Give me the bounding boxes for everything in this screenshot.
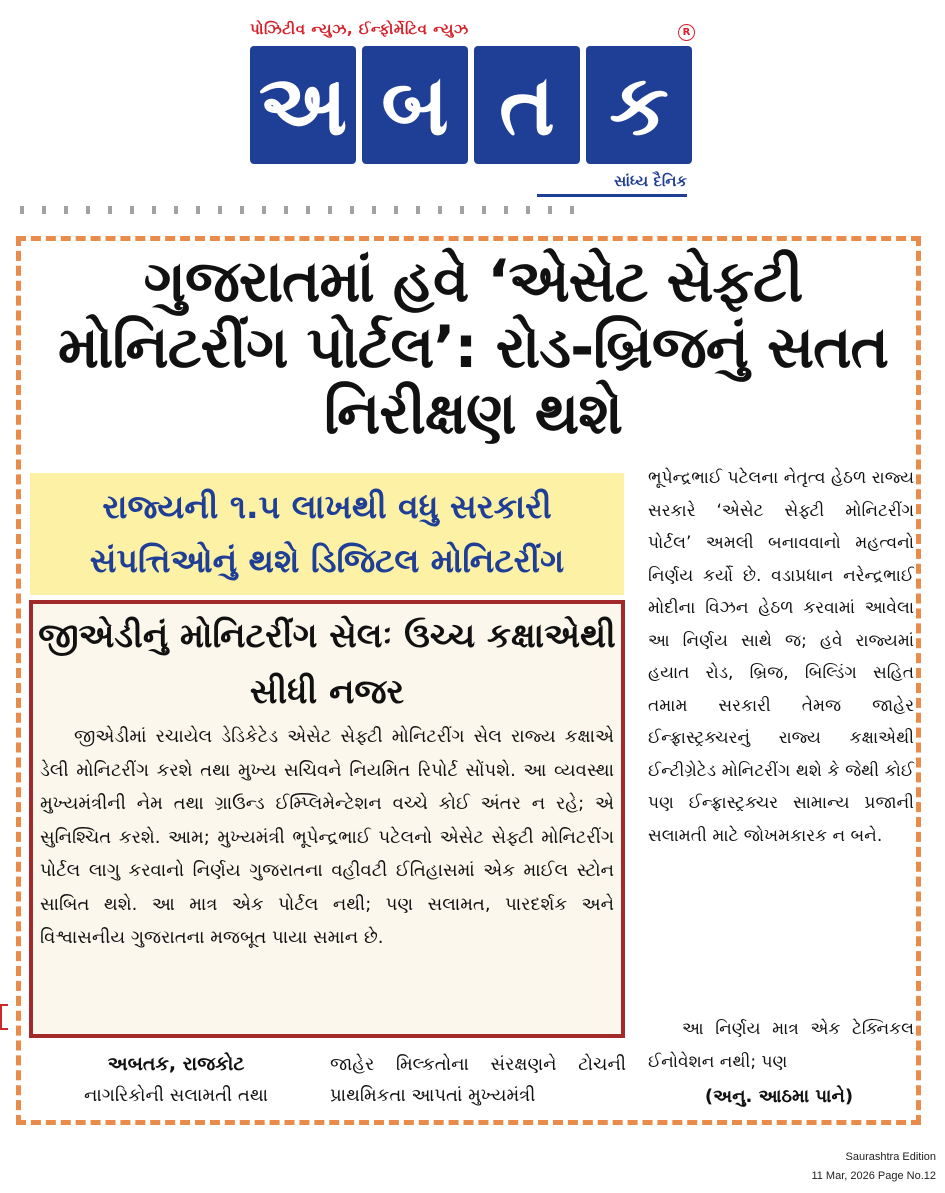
page-edge-mark [0, 1004, 8, 1030]
newspaper-logo[interactable] [250, 46, 692, 164]
cropped-text-strip [20, 206, 590, 214]
logo-letter-4: ક [586, 46, 692, 164]
article-dateline-block [36, 1049, 316, 1111]
logo-letter-2: બ [362, 46, 468, 164]
masthead-tagline: પોઝિટીવ ન્યુઝ, ઈન્ફોર્મેટિવ ન્યુઝ [250, 20, 469, 38]
highlight-box-title: જીએડીનું મોનિટરીંગ સેલઃ ઉચ્ચ કક્ષાએથી સીધી નજર [38, 616, 616, 712]
edition-name: Saurashtra Edition [845, 1151, 936, 1163]
registered-trademark-icon: R [678, 24, 695, 41]
masthead [0, 0, 945, 215]
edition-footer [736, 1148, 936, 1186]
article-right-column-continued: આ નિર્ણય માત્ર એક ટેક્નિકલ ઈનોવેશન નથી; પણ [648, 1019, 914, 1072]
edition-underline [537, 194, 687, 197]
article-lead-middle: જાહેર મિલ્કતોના સંરક્ષણને ટોચની પ્રાથમિકતા આપતાં મુખ્યમંત્રી [330, 1054, 626, 1106]
logo-letter-3: ત [474, 46, 580, 164]
edition-label: સાંધ્ય દૈનિક [614, 172, 687, 190]
logo-letter-1: અ [250, 46, 356, 164]
highlight-box-body: જીએડીમાં રચાયેલ ડેડિકેટેડ એસેટ સેફ્ટી મોનિટરીંગ સેલ રાજ્ય કક્ષાએ ડેલી મોનિટરીંગ કરશે તથા મુખ્ય સચિવને નિયમિત રિપોર્ટ સોંપશે. આ વ્યવસ્થા મુખ્યમંત્રીની નેમ તથા ગ્રાઉન્ડ ઈમ્પ્લિમેન્ટેશન વચ્ચે કોઈ અંતર ન રહે; એ સુનિશ્ચિત કરશે. આમ; મુખ્યમંત્રી ભૂપેન્દ્રભાઈ પટેલનો એસેટ સેફ્ટી મોનિટરીંગ પોર્ટલ લાગુ કરવાનો નિર્ણય ગુજરાતના વહીવટી ઈતિહાસમાં એક માઈલ સ્ટોન સાબિત થશે. આ માત્ર એક પોર્ટલ નથી; પણ સલામત, પારદર્શક અને વિશ્વાસનીય ગુજરાતના મજબૂત પાયા સમાન છે. [40, 726, 614, 948]
article-dateline: અબતક, રાજકોટ [107, 1053, 245, 1075]
article-kicker: રાજ્યની ૧.૫ લાખથી વધુ સરકારી સંપત્તિઓનું થશે ડિજિટલ મોનિટરીંગ [30, 473, 624, 595]
article-right-column: ભૂપેન્દ્રભાઈ પટેલના નેતૃત્વ હેઠળ રાજ્ય સરકારે ‘એસેટ સેફ્ટી મોનિટરીંગ પોર્ટલ’ અમલી બનાવવાનો મહત્વનો નિર્ણય કર્યો છે. વડાપ્રધાન નરેન્દ્રભાઈ મોદીના વિઝન હેઠળ કરવામાં આવેલા આ નિર્ણય સાથે જ; હવે રાજ્યમાં હયાત રોડ, બ્રિજ, બિલ્ડિંગ સહિત તમામ સરકારી તેમજ જાહેર ઈન્ફ્રાસ્ટ્રક્ચરનું રાજ્ય કક્ષાએથી ઈન્ટીગ્રેટેડ મોનિટરીંગ થશે કે જેથી કોઈ પણ ઈન્ફ્રાસ્ટ્રક્ચર સામાન્ય પ્રજાની સલામતી માટે જોખમકારક ન બને. [648, 468, 914, 846]
edition-date-page: 11 Mar, 2026 Page No.12 [811, 1170, 936, 1182]
article-headline: ગુજરાતમાં હવે ‘એસેટ સેફટી મોનિટરીંગ પોર્ટલ’: રોડ-બ્રિજનું સતત નિરીક્ષણ થશે [57, 247, 889, 447]
article-lead-left: નાગરિકોની સલામતી તથા [83, 1085, 269, 1106]
continued-on-page-label[interactable]: (અનુ. આઠમા પાને) [704, 1086, 854, 1107]
